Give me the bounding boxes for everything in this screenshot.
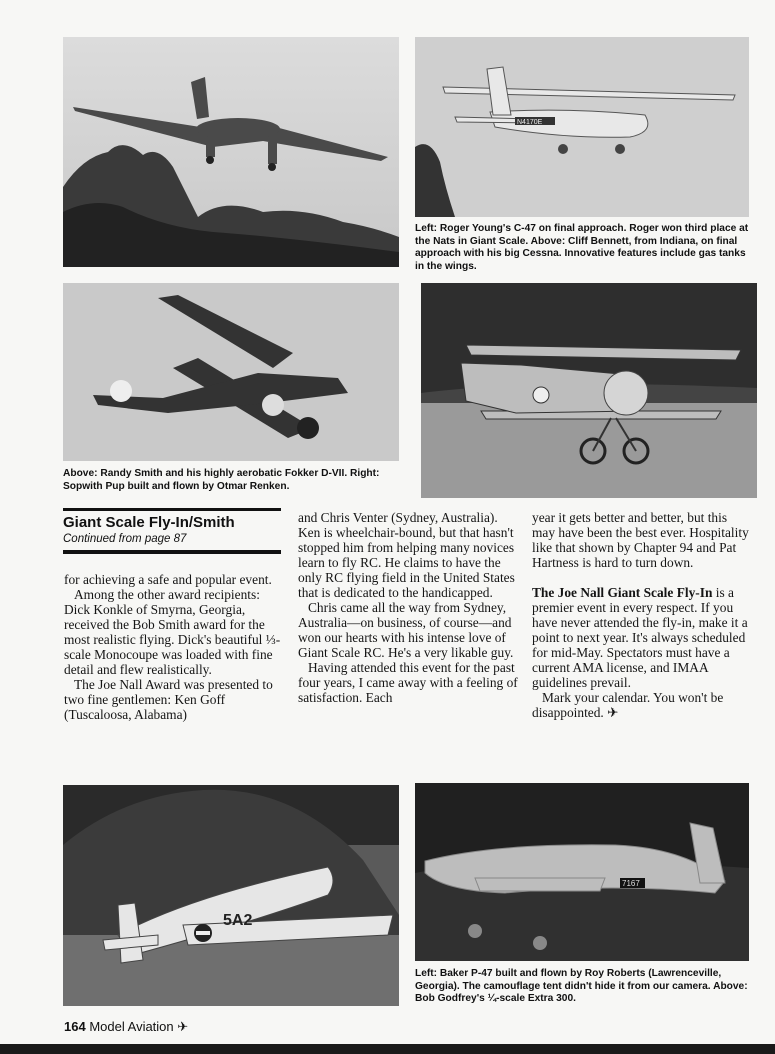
col1-para-3: The Joe Nall Award was presented to two fine gentlemen: Ken Goff (Tuscaloosa, Alabama) bbox=[64, 677, 273, 722]
page-footer bbox=[64, 1019, 188, 1035]
col2-para-3: Having attended this event for the past four years, I came away with a feeling of satisfaction. Each bbox=[298, 660, 518, 705]
article-column-2 bbox=[298, 510, 520, 705]
photo-cessna bbox=[415, 37, 749, 217]
cessna-registration: N4170E bbox=[517, 119, 543, 126]
col1-para-1: for achieving a safe and popular event. bbox=[64, 572, 272, 587]
photo-c47 bbox=[63, 37, 399, 267]
caption-middle: Above: Randy Smith and his highly aerobatic Fokker D-VII. Right: Sopwith Pup built and flown by Otmar Renken. bbox=[63, 468, 380, 492]
extra-tail-number: 7167 bbox=[622, 879, 640, 888]
col3-bold-lead: The Joe Nall Giant Scale Fly-In bbox=[532, 585, 713, 600]
page-number: 164 bbox=[64, 1019, 86, 1034]
col2-para-1: and Chris Venter (Sydney, Australia). Ken is wheelchair-bound, but that hasn't stopped him from helping many novices learn to fly RC. He claims to have the only RC flying field in the United States that is dedicated to the handicapped. bbox=[298, 510, 515, 600]
article-column-3 bbox=[532, 510, 750, 720]
p47-code: 5A2 bbox=[223, 912, 253, 929]
col1-para-2: Among the other award recipients: Dick Konkle of Smyrna, Georgia, received the Bob Smith award for the most realistic flying. Dick's beautiful ⅓-scale Monocoupe was loaded with fine detail and flew realistically. bbox=[64, 587, 281, 677]
photo-p47 bbox=[63, 785, 399, 1006]
article-column-1 bbox=[64, 572, 284, 722]
photo-fokker bbox=[63, 283, 399, 461]
continued-note: Continued from page 87 bbox=[63, 533, 187, 545]
caption-bottom: Left: Baker P-47 built and flown by Roy Roberts (Lawrenceville, Georgia). The camouflage tent didn't hide it from our camera. Above: Bob Godfrey's ¼-scale Extra 300. bbox=[415, 968, 748, 1005]
scan-edge bbox=[0, 1044, 775, 1054]
photo-extra300 bbox=[415, 783, 749, 961]
col3-para-1: year it gets better and better, but this may have been the best ever. Hospitality like that shown by Chapter 94 and Pat Hartness is hard to turn down. bbox=[532, 510, 749, 570]
col3-para-2-text: is a premier event in every respect. If you have never attended the fly-in, make it a point to next year. It's always scheduled for mid-May. Spectators must have a current AMA license, and IMAA guidelines prevail. bbox=[532, 585, 748, 690]
col3-para-3: Mark your calendar. You won't be disappointed. ✈ bbox=[532, 690, 724, 720]
caption-top: Left: Roger Young's C-47 on final approach. Roger won third place at the Nats in Giant Scale. Above: Cliff Bennett, from Indiana, on final approach with his big Cessna. Innovative features include gas tanks in the wings. bbox=[415, 223, 749, 272]
magazine-name: Model Aviation ✈ bbox=[89, 1019, 189, 1034]
article-headline: Giant Scale Fly-In/Smith bbox=[63, 514, 235, 531]
heading-rule-top bbox=[63, 508, 281, 511]
photo-sopwith bbox=[421, 283, 757, 498]
col3-para-2 bbox=[532, 585, 750, 690]
col2-para-2: Chris came all the way from Sydney, Australia—on business, of course—and won our hearts with his intense love of Giant Scale RC. He's a very likable guy. bbox=[298, 600, 514, 660]
article-heading bbox=[63, 508, 281, 554]
heading-rule-bottom bbox=[63, 550, 281, 554]
